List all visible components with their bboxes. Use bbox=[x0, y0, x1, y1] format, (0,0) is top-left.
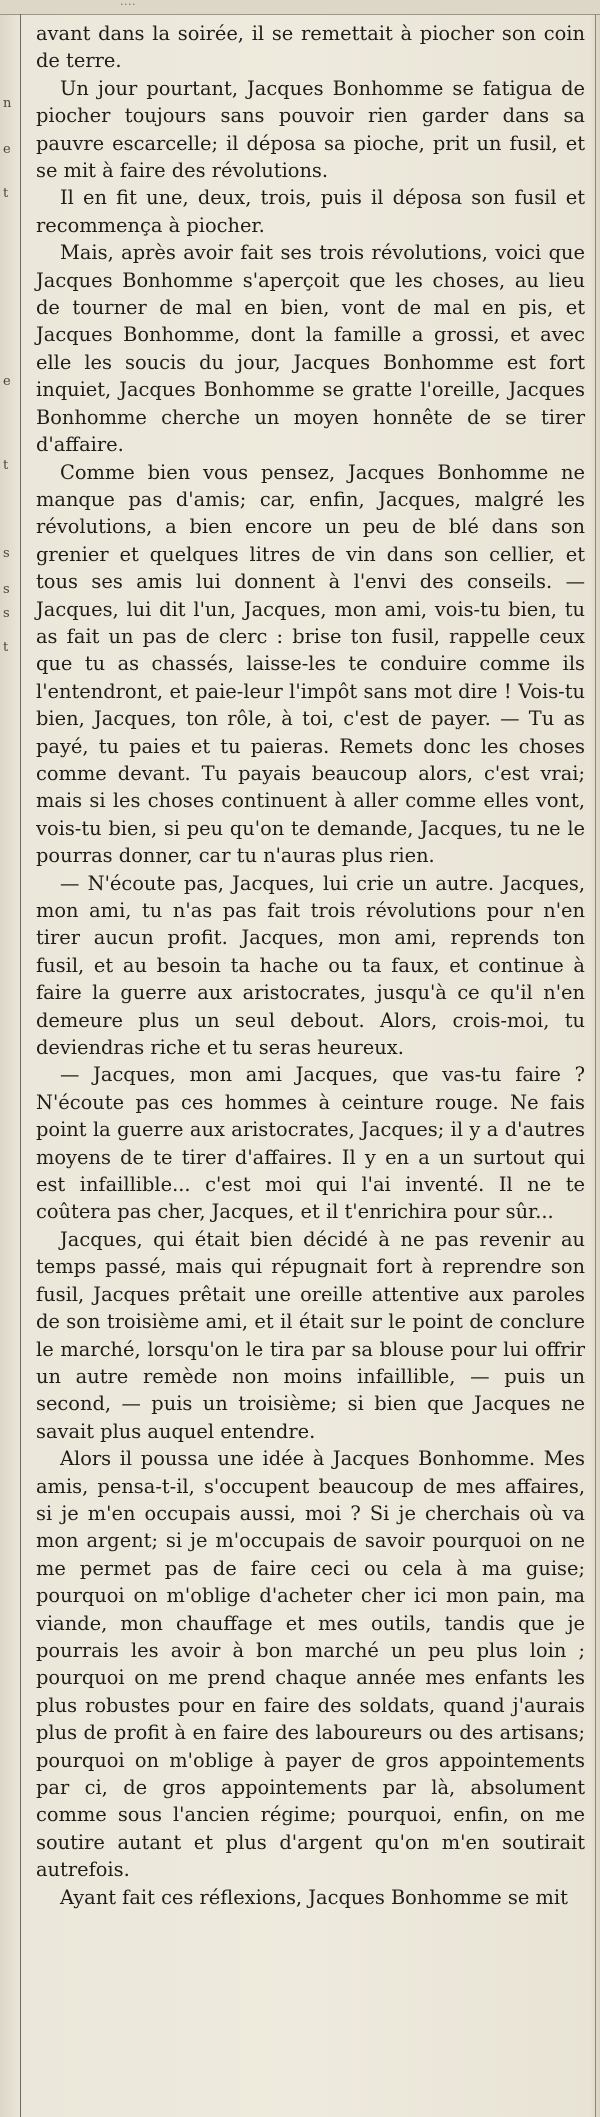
left-margin-fragments bbox=[2, 0, 18, 2117]
margin-fragment: s bbox=[3, 582, 10, 597]
margin-fragment: s bbox=[3, 546, 10, 561]
left-column-rule bbox=[20, 14, 21, 2117]
margin-fragment: n bbox=[3, 96, 12, 111]
paragraph: Un jour pourtant, Jacques Bonhomme se fatigua de piocher toujours sans pouvoir rien garder dans sa pauvre escarcelle; il déposa sa pioche, prit un fusil, et se mit à faire des révolutions. bbox=[36, 76, 585, 183]
article-column bbox=[36, 20, 585, 1911]
paragraph: Mais, après avoir fait ses trois révolutions, voici que Jacques Bonhomme s'aperçoit que les choses, au lieu de tourner de mal en bien, vont de mal en pis, et Jacques Bonhomme, dont la famille a grossi, et avec elle les soucis du jour, Jacques Bonhomme est fort inquiet, Jacques Bonhomme se gratte l'oreille, Jacques Bonhomme cherche un moyen honnête de se tirer d'affaire. bbox=[36, 241, 585, 457]
paragraph: Il en fit une, deux, trois, puis il déposa son fusil et recommença à piocher. bbox=[36, 186, 585, 237]
margin-fragment: t bbox=[3, 458, 9, 473]
paragraph: Jacques, qui était bien décidé à ne pas revenir au temps passé, mais qui répugnait fort à reprendre son fusil, Jacques prêtait une oreille attentive aux paroles de son troisième ami, et il était sur le point de conclure le marché, lorsqu'on le tira par sa blouse pour lui offrir un autre remède non moins infaillible, — puis un second, — puis un troisième; si bien que Jacques ne savait plus auquel entendre. bbox=[36, 1227, 585, 1443]
margin-fragment: t bbox=[3, 640, 9, 655]
paragraph: — N'écoute pas, Jacques, lui crie un autre. Jacques, mon ami, tu n'as pas fait trois révolutions pour n'en tirer aucun profit. Jacques, mon ami, reprends ton fusil, et au besoin ta hache ou ta faux, et continue à faire la guerre aux aristocrates, jusqu'à ce qu'il n'en demeure plus un seul debout. Alors, crois-moi, tu deviendras riche et tu seras heureux. bbox=[36, 871, 585, 1060]
right-column-rule bbox=[595, 14, 596, 2117]
paragraph: Alors il poussa une idée à Jacques Bonhomme. Mes amis, pensa-t-il, s'occupent beaucoup de mes affaires, si je m'en occupais aussi, moi ? Si je cherchais où va mon argent; si je m'occupais de savoir pourquoi on ne me permet pas de faire ceci ou cela à ma guise; pourquoi on m'oblige d'acheter cher ici mon pain, ma viande, mon chauffage et mes outils, tandis que je pourrais les avoir à bon marché un peu plus loin ; pourquoi on me prend chaque année mes enfants les plus robustes pour en faire des soldats, quand j'aurais plus de profit à en faire des laboureurs ou des artisans; pourquoi on m'oblige à payer de gros appointements par ci, de gros appointements par là, absolument comme sous l'ancien régime; pourquoi, enfin, on me soutire autant et plus d'argent qu'on m'en soutirait autrefois. bbox=[36, 1447, 585, 1882]
margin-fragment: e bbox=[3, 374, 11, 389]
paragraph: avant dans la soirée, il se remettait à piocher son coin de terre. bbox=[36, 22, 585, 73]
margin-fragment: s bbox=[3, 606, 10, 621]
margin-fragment: t bbox=[3, 186, 9, 201]
top-torn-strip bbox=[0, 0, 600, 15]
paragraph: Ayant fait ces réflexions, Jacques Bonhomme se mit bbox=[60, 1885, 568, 1909]
top-strip-text: .... bbox=[120, 0, 136, 8]
margin-fragment: e bbox=[3, 142, 11, 157]
paragraph: Comme bien vous pensez, Jacques Bonhomme ne manque pas d'amis; car, enfin, Jacques, malgré les révolutions, a bien encore un peu de blé dans son grenier et quelques litres de vin dans son cellier, et tous ses amis lui donnent à l'envi des conseils. — Jacques, lui dit l'un, Jacques, mon ami, vois-tu bien, tu as fait un pas de clerc : brise ton fusil, rappelle ceux que tu as chassés, laisse-les te conduire comme ils l'entendront, et paie-leur l'impôt sans mot dire ! Vois-tu bien, Jacques, ton rôle, à toi, c'est de payer. — Tu as payé, tu paies et tu paieras. Remets donc les choses comme devant. Tu payais beaucoup alors, c'est vrai; mais si les choses continuent à aller comme elles vont, vois-tu bien, si peu qu'on te demande, Jacques, tu ne le pourras donner, car tu n'auras plus rien. bbox=[36, 460, 585, 868]
paragraph: — Jacques, mon ami Jacques, que vas-tu faire ? N'écoute pas ces hommes à ceinture rouge. Ne fais point la guerre aux aristocrates, Jacques; il y a d'autres moyens de te tirer d'affaires. Il y en a un surtout qui est infaillible... c'est moi qui l'ai inventé. Il ne te coûtera pas cher, Jacques, et il t'enrichira pour sûr... bbox=[36, 1063, 585, 1224]
